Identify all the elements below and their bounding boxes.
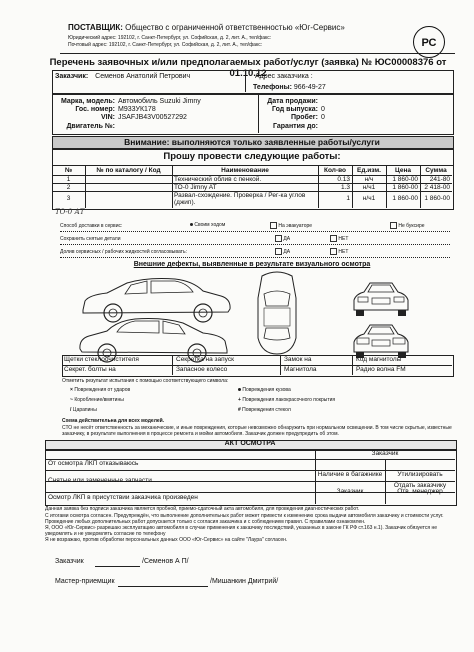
legend-label: Повреждения кузова [242, 387, 291, 393]
footer-note-4: Я не возражаю, против обработки персональных данных ООО «Юг-Сервис» на сайте "Лаура" согласен. [45, 537, 288, 543]
warranty-label: Гарантия до: [273, 123, 318, 130]
signature-line [95, 566, 140, 567]
checkbox-icon [275, 235, 282, 242]
scheme-note-title: Схема действительна для всех моделей. [62, 418, 165, 424]
phone-label: Телефоны: [253, 84, 292, 91]
option-divider [60, 231, 450, 232]
model-label: Марка, модель: [60, 98, 115, 105]
act-row-label: Снятые или замененные запчасти [48, 477, 152, 484]
vin-value: JSAFJB43V00527292 [118, 114, 187, 121]
mileage-label: Пробег: [290, 114, 318, 121]
checkbox-icon [275, 248, 282, 255]
defects-grid-col [280, 355, 281, 375]
car-front-diagram [350, 280, 412, 318]
footer-note-3: Я, ООО «Юг-Сервис» разрешаю эксплуатацию автомобиля в случае применения к заказчику последствий, указанных в законе ГК РФ ст.163 н.1). Заказчик обязуется не уведомлять и не уведомлять согласие по телефону [45, 525, 437, 537]
keep-parts-no-option[interactable] [330, 235, 348, 242]
checkbox-icon [270, 222, 277, 229]
postal-address: Почтовый адрес: 192102, г. Санкт-Петербург, ул. Софийская, д. 2, лит. А., тел/факс: [68, 42, 263, 48]
no-label: НЕТ [338, 235, 349, 242]
defect-lock: Замок на [284, 356, 312, 363]
delivery-tow-label: На эвакуаторе [278, 222, 313, 229]
delivery-label: Способ доставки в сервис: [60, 223, 123, 229]
customer-name: Семенов Анатолий Петрович [95, 73, 191, 80]
defects-title: Внешние дефекты, выявленные в результате визуального осмотра [133, 261, 371, 268]
phone-value: 966-49-27 [293, 84, 326, 91]
defect-start-lock: Секретка на запуск [176, 356, 234, 363]
no-label: НЕТ [338, 248, 349, 255]
legend-label: Повреждения от ударов [74, 387, 131, 393]
legend-label: Коробление/вмятины [74, 397, 124, 403]
legend-label: Царапины [72, 407, 97, 413]
signature-line [118, 586, 208, 587]
defect-spare-wheel: Запасное колесо [176, 366, 228, 373]
delivery-trawl-option[interactable] [390, 222, 425, 229]
supplier-line [68, 23, 345, 32]
engine-label: Двигатель №: [66, 123, 115, 130]
col-header-sum: Сумма [425, 167, 447, 174]
table-row-sum: 1 860-00 [424, 195, 450, 202]
table-row-qty: 0.13 [337, 176, 350, 183]
vin-label: VIN: [101, 114, 115, 121]
col-header-code: № по каталогу / Код [96, 167, 161, 174]
col-header-unit: Ед.изм. [357, 167, 381, 174]
legend-item: + Повреждения лакокрасочного покрытия [238, 397, 336, 403]
svg-text:РС: РС [421, 37, 437, 49]
act-row-c1: Заказчик [336, 488, 364, 495]
defects-grid-col [172, 355, 173, 375]
plate-label: Гос. номер: [75, 106, 115, 113]
table-row-price: 1 860-00 [392, 195, 418, 202]
table-row-price: 1 860-00 [392, 184, 418, 191]
table-row-name: Технический облив с пенкой. [174, 176, 262, 183]
master-signature-name: /Мишанкин Дмитрий/ [210, 578, 279, 585]
table-row-unit: н/ч [364, 176, 374, 183]
legend-item: ~ Коробление/вмятины [70, 397, 124, 403]
delivery-own-option[interactable] [190, 222, 225, 228]
legend-intro: Отметить результат испытания с помощью соответствующего символа: [62, 378, 229, 384]
selected-bullet-icon [190, 223, 193, 226]
model-value: Автомобиль Suzuki Jimny [118, 98, 201, 105]
col-header-price: Цена [395, 167, 411, 174]
defect-secret-bolts: Секрет. болты на [64, 366, 116, 373]
fluids-label: Долив сервисных / рабочих жидкостей согласовывать: [60, 249, 187, 255]
sale-date-label: Дата продажи: [267, 98, 318, 105]
defect-wipers: Щетки стеклоочистителя [64, 356, 139, 363]
year-value: 0 [321, 106, 325, 113]
table-row-sum: 241-80 [429, 176, 450, 183]
legend-label: Повреждения лакокрасочного покрытия [242, 397, 336, 403]
works-title: Прошу провести следующие работы: [163, 151, 341, 162]
customer-field [55, 73, 190, 80]
act-row-label: От осмотра ЛКП отказываюсь [48, 460, 139, 467]
keep-parts-yes-option[interactable] [275, 235, 290, 242]
table-row-unit: н/ч1 [362, 195, 376, 202]
option-divider [60, 257, 450, 258]
mileage-value: 0 [321, 114, 325, 121]
legend-item: # Повреждения стекол [238, 407, 291, 413]
footer-note-2: С итогами осмотра согласен. Предупреждён, что выполнение дополнительных работ может привести к изменению срока выдачи автомобиля заказчику и стоимости услуг. Проведение любых дополнительных работ допускается только с согласия заказчика и с соблюдением правил. С правилами ознакомлен. [45, 513, 444, 525]
delivery-tow-option[interactable] [270, 222, 312, 229]
master-signature-label: Мастер-приемщик [55, 578, 115, 585]
col-header-num: № [64, 167, 73, 174]
legend-item: × Повреждения от ударов [70, 387, 131, 393]
checkbox-icon [390, 222, 397, 229]
fluids-no-option[interactable] [330, 248, 348, 255]
defect-fm: Радио волна FM [356, 366, 406, 373]
customer-signature-label: Заказчик [55, 558, 84, 565]
table-row-num: 1 [66, 176, 71, 183]
defects-grid-col [352, 355, 353, 375]
footer-note-1: Данная заявка без подписи заказчика является пробной, приемо-сдаточный акта автомобиля, для проведения диагностических работ. [45, 506, 360, 512]
handwritten-note: ТО-0 АТ [55, 208, 85, 216]
supplier-prefix: ПОСТАВЩИК: [68, 23, 123, 32]
legend-item: / Царапины [70, 407, 97, 413]
year-label: Год выпуска: [271, 106, 318, 113]
warning-text: Внимание: выполняются только заявленные работы/услуги [124, 137, 380, 147]
vehicle-divider [258, 94, 259, 133]
bullet-icon [238, 388, 241, 391]
act-title: АКТ ОСМОТРА [224, 440, 276, 447]
table-row-num: 3 [66, 195, 71, 202]
keep-parts-label: Сохранить снятые детали [60, 236, 121, 242]
act-row-label: Осмотр ЛКП в присутствии заказчика произведен [48, 494, 198, 501]
act-row-c2: Отв. менеджер [397, 488, 443, 495]
table-row-name: Развал-схождение. Проверка / Рег-ка углов (джип). [174, 192, 306, 206]
header-divider [60, 53, 455, 54]
phone-field [253, 84, 326, 91]
checkbox-icon [330, 248, 337, 255]
table-row-sum: 2 418-00 [424, 184, 450, 191]
yes-label: ДА [283, 235, 291, 242]
act-customer-col: Заказчик [371, 450, 399, 457]
act-row-c1: Наличие в багажнике [317, 471, 383, 478]
delivery-trawl-label: Не буксире [398, 222, 425, 229]
customer-signature-name: /Семенов А П/ [142, 558, 189, 565]
act-row-c2: Утилизировать [397, 471, 443, 478]
table-row-name: ТО-0 Jimny AT [174, 184, 217, 191]
table-row-num: 2 [66, 184, 71, 191]
customer-divider [245, 70, 246, 92]
col-header-qty: Кол-во [324, 167, 346, 174]
table-row-qty: 1 [346, 195, 350, 202]
form-title: Перечень заявочных и/или предполагаемых работ/услуг (заявка) № ЮС00008376 от 01.10.12 [49, 57, 447, 79]
customer-address-label: Адрес заказчика : [255, 73, 313, 80]
defect-radio-code: Код магнитолы [356, 356, 402, 363]
scheme-note: СТО не несёт ответственность за механические, и иные повреждения, которые невозможно обнаружить при нормальном освещении. В том числе скрытые, известные заказчику, в результате выполнения в процессе ремонта и мойки автомобиля. Заказчик должен предупредить об этом. [62, 425, 452, 437]
car-top-diagram [252, 268, 302, 356]
yes-label: ДА [283, 248, 291, 255]
option-divider [60, 244, 450, 245]
legend-item [238, 387, 291, 393]
fluids-yes-option[interactable] [275, 248, 290, 255]
plate-value: М933УК178 [118, 106, 156, 113]
table-row-unit: н/ч1 [362, 184, 376, 191]
customer-label: Заказчик: [55, 73, 89, 80]
col-header-name: Наименование [221, 167, 269, 174]
checkbox-icon [330, 235, 337, 242]
table-row-price: 1 860-00 [392, 176, 418, 183]
delivery-own-label: Своим ходом [194, 222, 226, 228]
defect-radio: Магнитола [284, 366, 317, 373]
legend-label: Повреждения стекол [242, 407, 291, 413]
supplier-name: Общество с ограниченной ответственностью «Юг-Сервис» [125, 23, 345, 32]
act-row-c2: Отдать заказчику [393, 482, 447, 489]
table-row-qty: 1.3 [340, 184, 350, 191]
legal-address: Юридический адрес: 192102, г. Санкт-Петербург, ул. Софийская, д. 2, лит. А., тел/факс: [68, 35, 272, 41]
